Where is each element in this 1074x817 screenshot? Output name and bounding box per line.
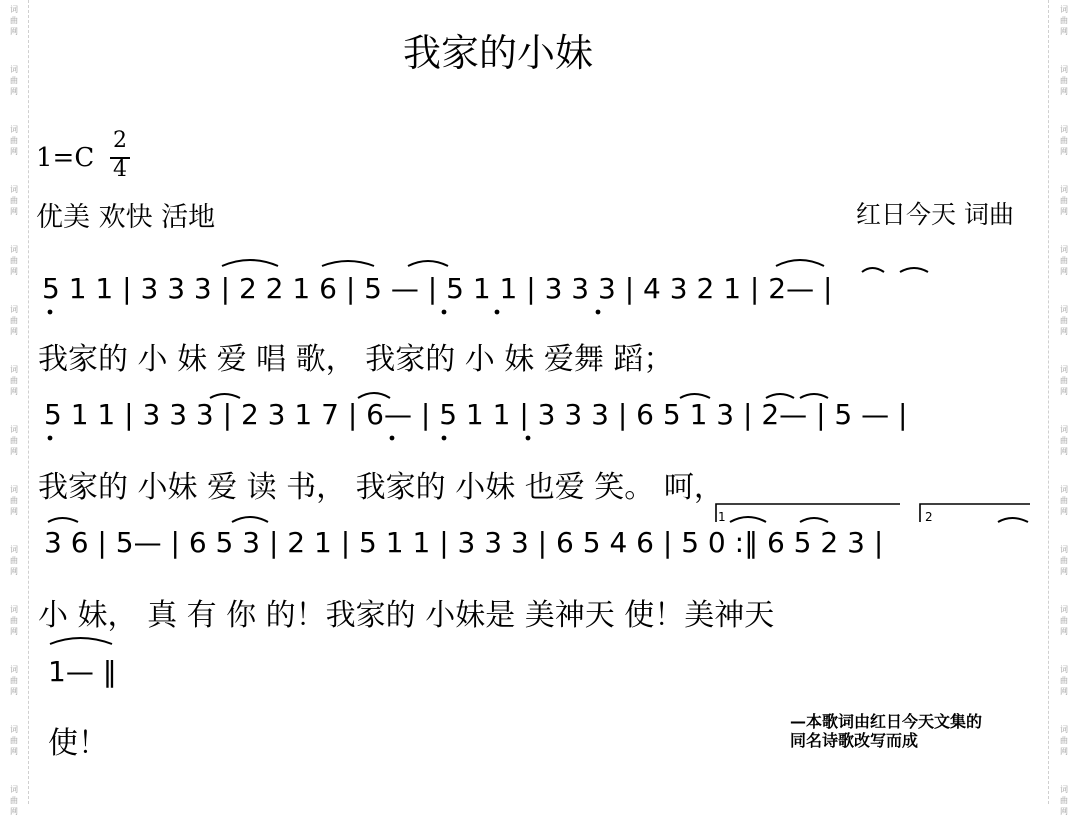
notation-line-3: 3 6 | 5— | 6 5 3 | 2 1 | 5 1 1 | 3 3 3 | 6 5 4 6 | 5 0 :‖ 6 5 2 3 | xyxy=(44,526,884,559)
watermark-mark: 词 曲 网 xyxy=(10,605,18,636)
slur xyxy=(222,260,278,266)
volta-2-label: 2 xyxy=(925,510,933,524)
lyric-line-1: 我家的 小 妹 爱 唱 歌， 我家的 小 妹 爱舞 蹈； xyxy=(38,342,674,377)
lyric-line-3: 小 妹， 真 有 你 的！我家的 小妹是 美神天 使！美神天 xyxy=(38,598,775,633)
watermark-mark: 词 曲 网 xyxy=(1060,545,1068,576)
low-octave-dot xyxy=(596,310,601,315)
slur xyxy=(998,518,1028,522)
watermark-mark: 词 曲 网 xyxy=(10,305,18,336)
watermark-mark: 词 曲 网 xyxy=(1060,65,1068,96)
notation-line-2: 5 1 1 | 3 3 3 | 2 3 1 7 | 6— | 5 1 1 | 3 3 3 | 6 5 1 3 | 2— | 5 — | xyxy=(44,398,908,431)
watermark-mark: 词 曲 网 xyxy=(10,185,18,216)
watermark-mark: 词 曲 网 xyxy=(1060,305,1068,336)
slur xyxy=(730,517,766,522)
slurs xyxy=(48,260,1028,644)
time-signature-denominator: 4 xyxy=(113,157,127,182)
slur xyxy=(48,518,78,522)
left-border xyxy=(28,0,29,804)
watermark-mark: 词 曲 网 xyxy=(10,785,18,816)
low-octave-dot xyxy=(495,310,500,315)
slur xyxy=(50,638,112,644)
low-octave-dot xyxy=(48,436,53,441)
watermark-mark: 词 曲 网 xyxy=(10,485,18,516)
low-octave-dot xyxy=(442,436,447,441)
watermark-mark: 词 曲 网 xyxy=(10,245,18,276)
watermark-mark: 词 曲 网 xyxy=(1060,185,1068,216)
watermark-mark: 词 曲 网 xyxy=(10,425,18,456)
watermark-mark: 词 曲 网 xyxy=(10,665,18,696)
lyric-line-2: 我家的 小妹 爱 读 书， 我家的 小妹 也爱 笑。 呵， xyxy=(38,470,724,505)
slur xyxy=(232,517,268,522)
watermark-mark: 词 曲 网 xyxy=(1060,605,1068,636)
notation-line-4: 1— ‖ xyxy=(48,655,117,688)
watermark-mark: 词 曲 网 xyxy=(10,725,18,756)
volta-bracket-1 xyxy=(716,504,900,522)
watermark-mark: 词 曲 网 xyxy=(1060,485,1068,516)
footnote-line-2: 同名诗歌改写而成 xyxy=(790,731,919,750)
footnote xyxy=(790,712,982,750)
low-octave-dot xyxy=(48,310,53,315)
slur xyxy=(776,260,824,266)
watermark-mark: 词 曲 网 xyxy=(1060,725,1068,756)
watermark-mark: 词 曲 网 xyxy=(1060,245,1068,276)
time-signature-numerator: 2 xyxy=(113,128,127,153)
song-title: 我家的小妹 xyxy=(403,31,594,75)
watermark-mark: 词 曲 网 xyxy=(1060,425,1068,456)
volta-bracket-2 xyxy=(920,504,1030,522)
watermark-mark: 词 曲 网 xyxy=(1060,785,1068,816)
slur xyxy=(322,261,374,266)
watermark-mark: 词 曲 网 xyxy=(10,125,18,156)
watermark-mark: 词 曲 网 xyxy=(10,365,18,396)
low-octave-dot xyxy=(390,436,395,441)
volta-1-label: 1 xyxy=(718,510,726,524)
volta-brackets xyxy=(716,504,1030,522)
low-octave-dot xyxy=(526,436,531,441)
key-signature: 1=C xyxy=(36,143,95,173)
footnote-line-1: —本歌词由红日今天文集的 xyxy=(790,712,983,731)
low-octave-dot xyxy=(442,310,447,315)
slur xyxy=(800,518,828,522)
lyric-line-4: 使！ xyxy=(48,726,108,761)
watermark-mark: 词 曲 网 xyxy=(10,545,18,576)
notation-line-1: 5 1 1 | 3 3 3 | 2 2 1 6 | 5 — | 5 1 1 | 3 3 3 | 4 3 2 1 | 2— | xyxy=(42,272,833,305)
right-border xyxy=(1048,0,1049,804)
watermark-mark: 词 曲 网 xyxy=(1060,665,1068,696)
watermark-mark: 词 曲 网 xyxy=(10,5,18,36)
watermark-mark: 词 曲 网 xyxy=(1060,125,1068,156)
author-credit: 红日今天 词曲 xyxy=(856,200,1014,229)
slur xyxy=(408,261,448,266)
watermark-mark: 词 曲 网 xyxy=(1060,365,1068,396)
tempo-marking: 优美 欢快 活地 xyxy=(36,202,216,233)
watermark-mark: 词 曲 网 xyxy=(1060,5,1068,36)
watermark-mark: 词 曲 网 xyxy=(10,65,18,96)
